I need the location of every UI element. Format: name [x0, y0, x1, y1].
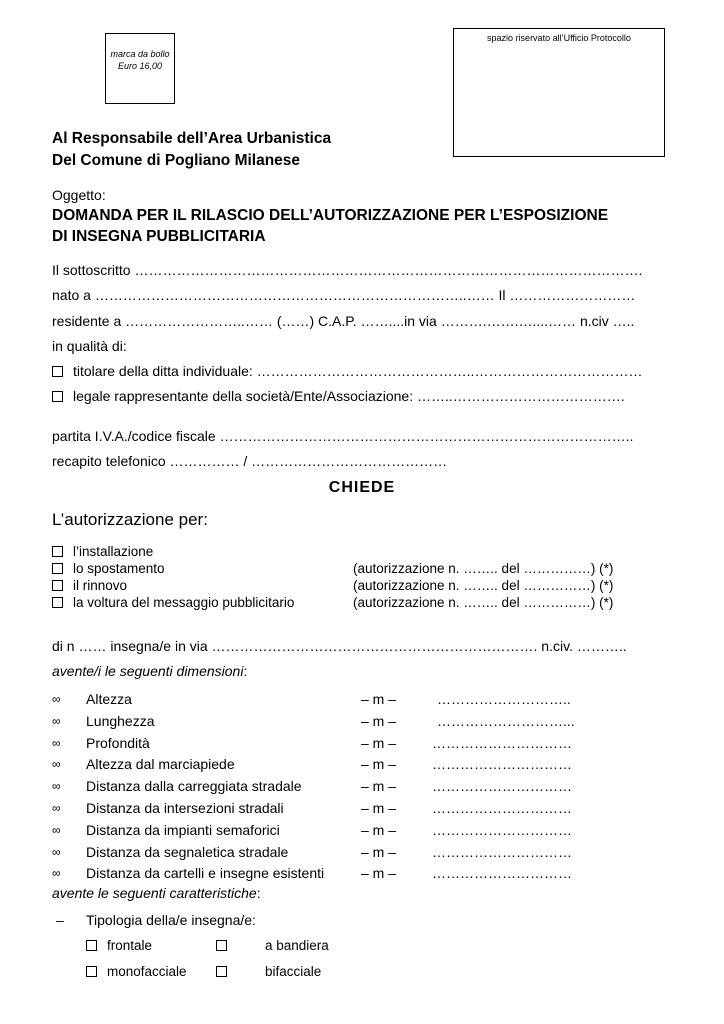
request-option: [52, 578, 127, 593]
option-titolare: [52, 363, 642, 379]
type-bifacciale: [216, 964, 321, 979]
dimension-unit: – m –: [361, 822, 397, 838]
field-nato: nato a ……………………………………………………………………..…… Il ………………………: [52, 287, 636, 303]
type-bandiera-label: a bandiera: [265, 938, 329, 953]
tipologia-label: Tipologia della/e insegna/e:: [86, 912, 256, 928]
dimension-label: Distanza da intersezioni stradali: [86, 800, 284, 816]
dimension-label: Altezza: [86, 691, 132, 707]
infinity-bullet-icon: ∞: [52, 736, 61, 750]
dimension-value: …………………………: [432, 865, 572, 881]
caratteristiche-colon: :: [256, 885, 261, 901]
subject-label: Oggetto:: [52, 187, 106, 203]
protocol-office-box: [453, 28, 665, 157]
infinity-bullet-icon: ∞: [52, 823, 61, 837]
option-label: la voltura del messaggio pubblicitario: [73, 595, 295, 610]
option-label: l’installazione: [73, 544, 154, 559]
checkbox-monofacciale[interactable]: [86, 966, 97, 977]
stamp-line-1: marca da bollo: [110, 49, 170, 59]
infinity-bullet-icon: ∞: [52, 801, 61, 815]
request-option: [52, 561, 165, 576]
stamp-line-2: Euro 16,00: [117, 61, 163, 71]
request-option: [52, 544, 153, 559]
dimension-unit: – m –: [361, 778, 397, 794]
dimension-label: Distanza da impianti semaforici: [86, 822, 280, 838]
dimension-unit: – m –: [361, 844, 397, 860]
recipient-line-1: Al Responsabile dell’Area Urbanistica: [52, 130, 332, 147]
document-title-line-1: DOMANDA PER IL RILASCIO DELL’AUTORIZZAZIONE PER L’ESPOSIZIONE: [52, 207, 609, 224]
field-qualita: in qualità di:: [52, 338, 127, 354]
dimension-value: …………………………: [432, 800, 572, 816]
revenue-stamp-box: [105, 33, 175, 104]
dimension-unit: – m –: [361, 713, 397, 729]
dimension-value: ………………………...: [437, 713, 575, 729]
dimension-unit: – m –: [361, 800, 397, 816]
dimension-value: ………………………..: [437, 691, 571, 707]
field-piva: partita I.V.A./codice fiscale ……………………………………………………………………………..: [52, 428, 634, 444]
checkbox-bandiera[interactable]: [216, 940, 227, 951]
checkbox-bifacciale[interactable]: [216, 966, 227, 977]
infinity-bullet-icon: ∞: [52, 779, 61, 793]
option-ref: (autorizzazione n. …….. del ……………) (*): [353, 595, 614, 610]
type-bifacciale-label: bifacciale: [265, 964, 322, 979]
checkbox-frontale[interactable]: [86, 940, 97, 951]
dimension-value: …………………………: [432, 822, 572, 838]
checkbox-spostamento[interactable]: [52, 563, 63, 574]
document-title-line-2: DI INSEGNA PUBBLICITARIA: [52, 228, 266, 245]
type-monofacciale-label: monofacciale: [107, 964, 187, 979]
infinity-bullet-icon: ∞: [52, 757, 61, 771]
infinity-bullet-icon: ∞: [52, 845, 61, 859]
type-frontale-label: frontale: [107, 938, 153, 953]
infinity-bullet-icon: ∞: [52, 714, 61, 728]
caratteristiche-label-text: avente le seguenti caratteristiche: [52, 885, 257, 901]
infinity-bullet-icon: ∞: [52, 692, 61, 706]
dimension-value: …………………………: [432, 844, 572, 860]
dimension-label: Altezza dal marciapiede: [86, 756, 235, 772]
caratteristiche-label: [52, 885, 261, 901]
dimensioni-label-text: avente/i le seguenti dimensioni: [52, 663, 244, 679]
type-bandiera: [216, 938, 329, 953]
dimension-label: Lunghezza: [86, 713, 155, 729]
autorizzazione-heading: L’autorizzazione per:: [52, 510, 208, 529]
infinity-bullet-icon: ∞: [52, 866, 61, 880]
option-ref: (autorizzazione n. …….. del ……………) (*): [353, 561, 614, 576]
dimension-value: …………………………: [432, 756, 572, 772]
option-ref: (autorizzazione n. …….. del ……………) (*): [353, 578, 614, 593]
dimension-value: …………………………: [432, 735, 572, 751]
option-legale: [52, 388, 625, 404]
request-option: [52, 595, 294, 610]
chiede-heading: CHIEDE: [328, 479, 396, 496]
dimension-unit: – m –: [361, 735, 397, 751]
dimension-label: Distanza da cartelli e insegne esistenti: [86, 865, 325, 881]
dimension-value: …………………………: [432, 778, 572, 794]
dimension-unit: – m –: [361, 865, 397, 881]
checkbox-installazione[interactable]: [52, 546, 63, 557]
dimension-label: Distanza dalla carreggiata stradale: [86, 778, 302, 794]
protocol-office-label: spazio riservato all’Ufficio Protocollo: [487, 33, 631, 43]
option-label: lo spostamento: [73, 561, 165, 576]
field-residente: residente a ……………………..…… (……) C.A.P. ……....in via ……….…….…....…… n.civ …..: [52, 313, 635, 329]
dimension-label: Profondità: [86, 735, 150, 751]
checkbox-rinnovo[interactable]: [52, 580, 63, 591]
checkbox-titolare[interactable]: [52, 366, 63, 377]
insegna-line: di n …… insegna/e in via ……………………………………………………………. n.civ. ………..: [52, 638, 627, 654]
tipologia-dash: –: [56, 912, 64, 928]
dimensioni-label: [52, 663, 247, 679]
checkbox-legale[interactable]: [52, 391, 63, 402]
dimension-unit: – m –: [361, 691, 397, 707]
option-label: il rinnovo: [73, 578, 128, 593]
dimensioni-colon: :: [243, 663, 248, 679]
recipient-line-2: Del Comune di Pogliano Milanese: [52, 152, 301, 169]
option-titolare-label: titolare della ditta individuale: ………………………………………..………………………………: [73, 363, 643, 379]
checkbox-voltura[interactable]: [52, 597, 63, 608]
dimension-label: Distanza da segnaletica stradale: [86, 844, 289, 860]
type-monofacciale: [86, 964, 187, 979]
dimension-unit: – m –: [361, 756, 397, 772]
field-sottoscritto: Il sottoscritto ……………………………………………………………………………………………….: [52, 262, 643, 278]
field-telefono: recapito telefonico …………… / ……………………………………: [52, 453, 448, 469]
option-legale-label: legale rappresentante della società/Ente/Associazione: ……..……………………………….: [73, 388, 625, 404]
type-frontale: [86, 938, 152, 953]
